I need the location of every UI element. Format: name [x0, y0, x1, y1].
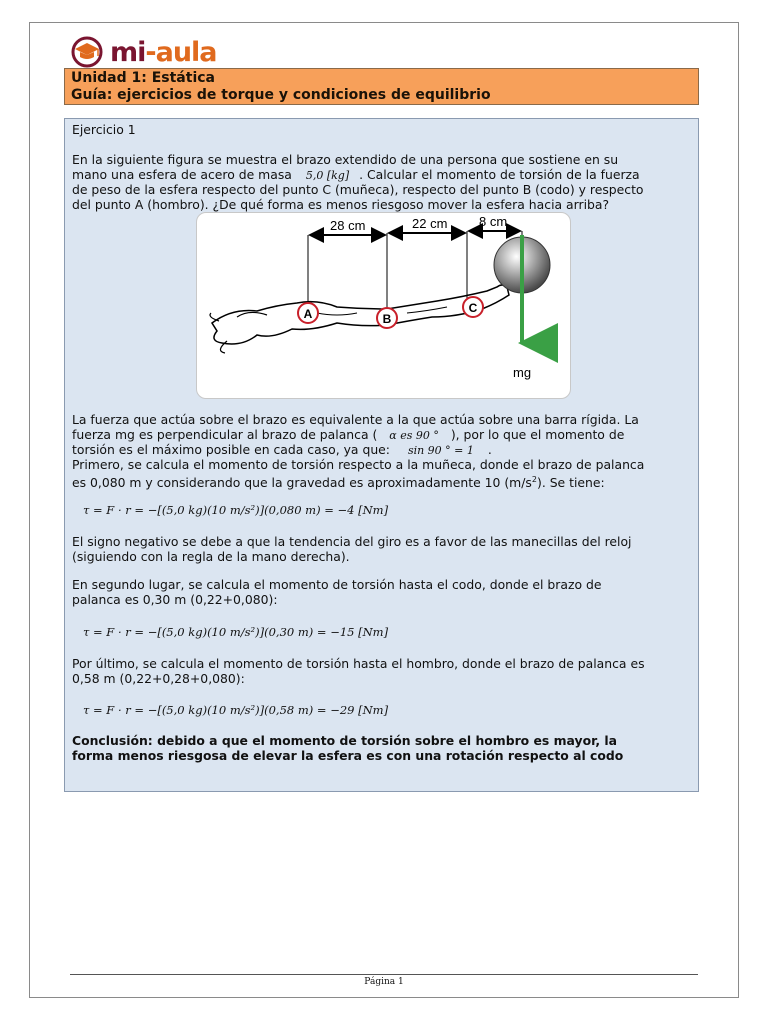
- exercise-box: [64, 118, 699, 792]
- conclusion-line-1: Conclusión: debido a que el momento de torsión sobre el hombro es mayor, la: [72, 733, 617, 748]
- para2-line-2: es 0,080 m y considerando que la gravedad es aproximadamente 10 $(m/s^2)$. Se tiene:: [72, 475, 605, 491]
- header-box: [64, 68, 699, 105]
- intro-line-1: En la siguiente figura se muestra el brazo extendido de una persona que sostiene en su: [72, 152, 619, 167]
- point-c-label: C: [468, 301, 478, 315]
- exercise-title: Ejercicio 1: [72, 122, 136, 137]
- para4-line-1: En segundo lugar, se calcula el momento de torsión hasta el codo, donde el brazo de: [72, 577, 602, 592]
- para2-line-1: Primero, se calcula el momento de torsión respecto a la muñeca, donde el brazo de palanca: [72, 457, 645, 472]
- para1-line-2: fuerza mg es perpendicular al brazo de palanca ( α es 90 ° ), por lo que el momento de: [72, 427, 625, 442]
- para5-line-2: 0,58 m (0,22+0,28+0,080):: [72, 671, 245, 686]
- para1-line-3: torsión es el máximo posible en cada caso, ya que: sin 90 ° = 1 .: [72, 442, 492, 457]
- alpha-math: α es 90 °: [389, 429, 439, 442]
- page-number: Página 1: [364, 977, 404, 987]
- guide-title: Guía: ejercicios de torque y condiciones de equilibrio: [71, 87, 491, 103]
- dim-ab-label: 28 cm: [330, 218, 366, 233]
- equation-elbow: τ = F · r = −[(5,0 kg)(10 m/s²)](0,30 m) = −15 [Nm]: [83, 625, 389, 639]
- dim-bc-label: 22 cm: [412, 216, 448, 231]
- intro-line-4: del punto A (hombro). ¿De qué forma es menos riesgoso mover la esfera hacia arriba?: [72, 197, 610, 212]
- mi-aula-logo: [70, 36, 217, 68]
- point-a-label: A: [303, 307, 313, 321]
- para3-line-1: El signo negativo se debe a que la tendencia del giro es a favor de las manecillas del reloj: [72, 534, 632, 549]
- footer-divider: [70, 974, 698, 975]
- arm-figure: [196, 212, 571, 399]
- intro-line-3: de peso de la esfera respecto del punto C (muñeca), respecto del punto B (codo) y respecto: [72, 182, 644, 197]
- intro-line-2: mano una esfera de acero de masa 5,0 [kg] . Calcular el momento de torsión de la fuerza: [72, 167, 640, 182]
- equation-wrist: τ = F · r = −[(5,0 kg)(10 m/s²)](0,080 m) = −4 [Nm]: [83, 503, 389, 517]
- unit-title: Unidad 1: Estática: [71, 70, 215, 86]
- graduation-cap-icon: [70, 36, 106, 68]
- para4-line-2: palanca es 0,30 m (0,22+0,080):: [72, 592, 278, 607]
- conclusion-line-2: forma menos riesgosa de elevar la esfera es con una rotación respecto al codo: [72, 748, 624, 763]
- para3-line-2: (siguiendo con la regla de la mano derecha).: [72, 549, 350, 564]
- para5-line-1: Por último, se calcula el momento de torsión hasta el hombro, donde el brazo de palanca es: [72, 656, 645, 671]
- dim-c-ball-label: 8 cm: [479, 214, 508, 229]
- mg-label: mg: [513, 365, 532, 380]
- logo-text: mi-aula: [110, 36, 217, 68]
- sin-math: sin 90 ° = 1: [407, 444, 474, 457]
- arm-diagram: [197, 213, 570, 398]
- equation-shoulder: τ = F · r = −[(5,0 kg)(10 m/s²)](0,58 m) = −29 [Nm]: [83, 703, 389, 717]
- mass-math: 5,0 [kg]: [305, 169, 350, 182]
- para1-line-1: La fuerza que actúa sobre el brazo es equivalente a la que actúa sobre una barra rígida. La: [72, 412, 639, 427]
- point-b-label: B: [382, 312, 392, 326]
